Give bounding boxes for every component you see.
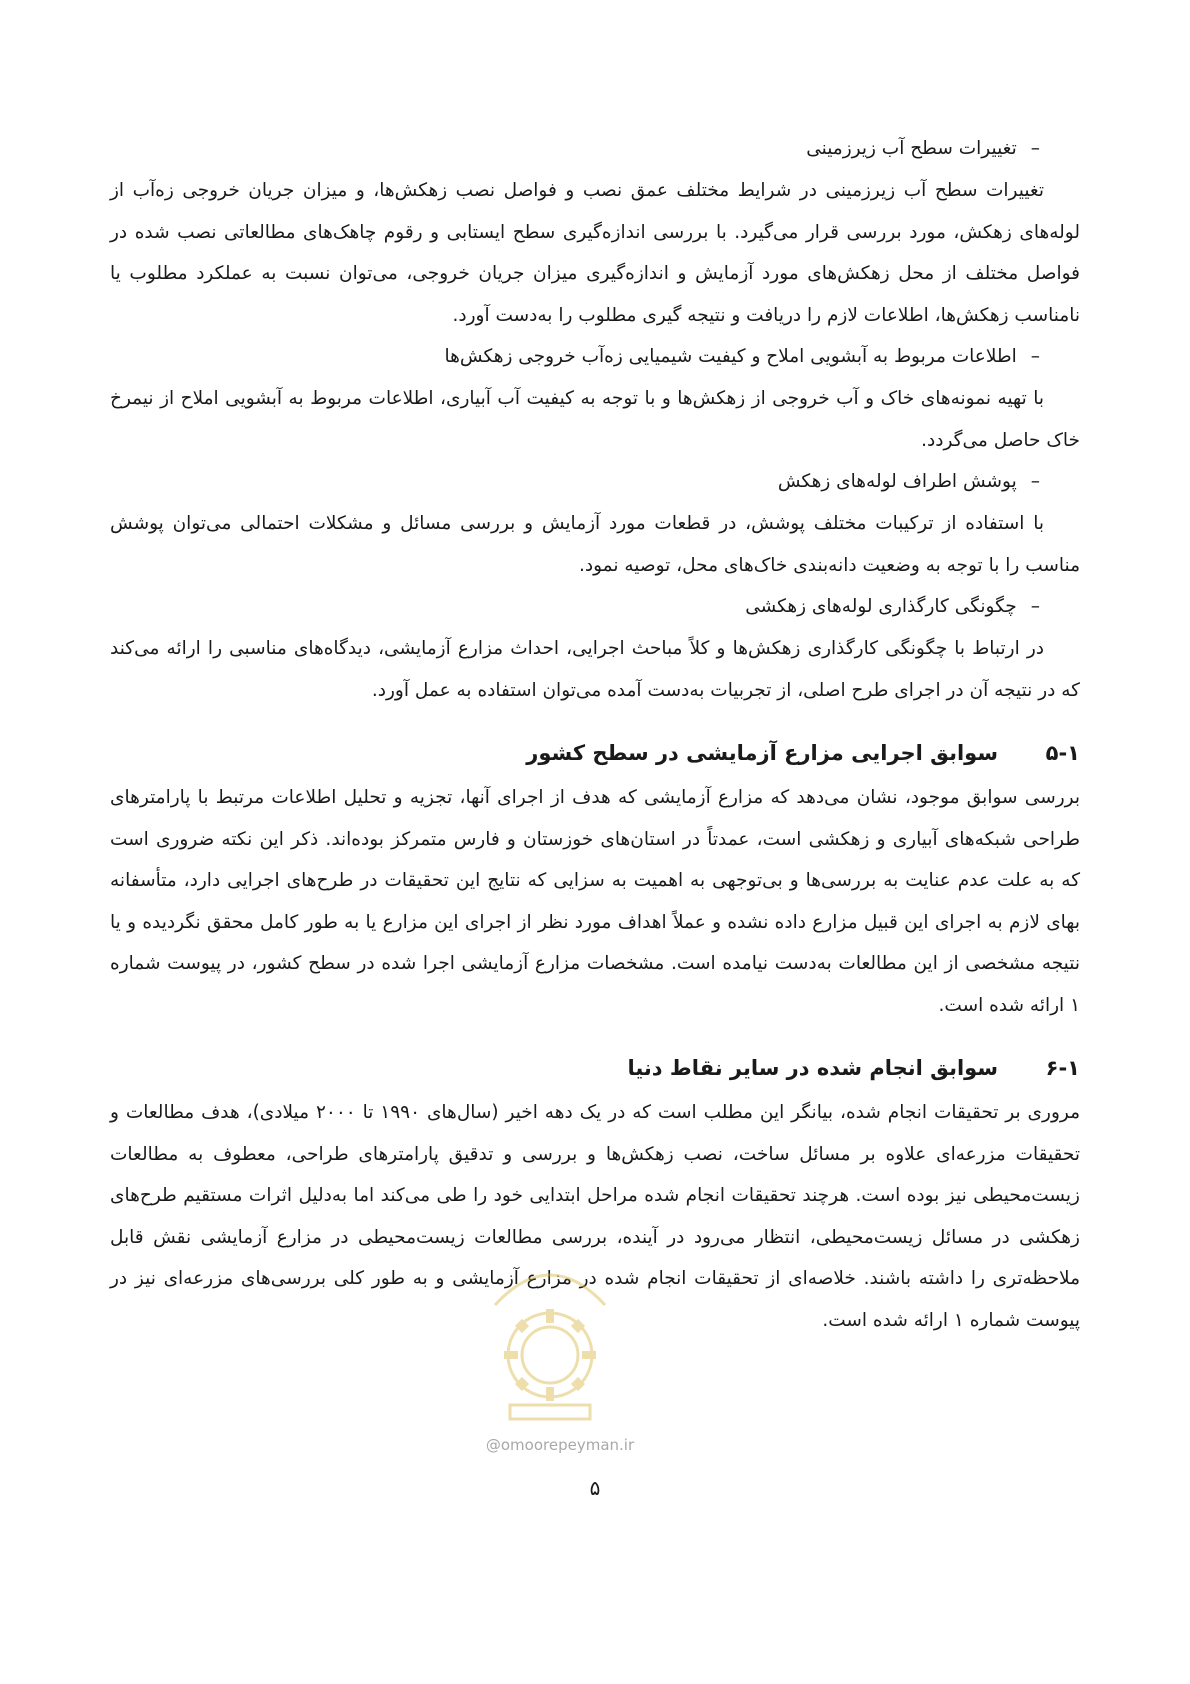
page-number: ۵: [589, 1476, 601, 1500]
bullet-text: تغییرات سطح آب زیرزمینی: [806, 138, 1017, 159]
bullet-text: چگونگی کارگذاری لوله‌های زهکشی: [745, 596, 1017, 617]
bullet-pipe-envelope: [110, 461, 1080, 503]
paragraph-pipe-envelope: با استفاده از ترکیبات مختلف پوشش، در قطعات مورد آزمایش و بررسی مسائل و مشکلات احتمالی می‌توان پوشش مناسب را با توجه به وضعیت دانه‌بندی خاک‌های محل، توصیه نمود.: [110, 513, 1080, 576]
bullet-text: اطلاعات مربوط به آبشویی املاح و کیفیت شیمیایی زه‌آب خروجی زهکش‌ها: [444, 346, 1017, 367]
section-number: ۵-۱: [1045, 741, 1080, 765]
bullet-dash: –: [1030, 596, 1040, 617]
bullet-dash: –: [1030, 346, 1040, 367]
bullet-salt-leaching: [110, 336, 1080, 378]
bullet-dash: –: [1030, 471, 1040, 492]
section-title: سوابق انجام شده در سایر نقاط دنیا: [627, 1056, 998, 1080]
section-heading-6-1: [110, 1046, 1080, 1090]
bullet-groundwater-level: [110, 128, 1080, 170]
paragraph-domestic-records: بررسی سوابق موجود، نشان می‌دهد که مزارع آزمایشی که هدف از اجرای آنها، تجزیه و تحلیل اطلاعات مرتبط با پارامترهای طراحی شبکه‌های آبیاری و زهکشی است، عمدتاً در استان‌های خوزستان و فارس متمرکز بوده‌اند. ذکر این نکته ضروری است که به علت عدم عنایت به بررسی‌ها و بی‌توجهی به اهمیت به سزایی که نتایج این تحقیقات در طرح‌های اجرایی دارد، متأسفانه بهای لازم به اجرای این قبیل مزارع داده نشده و عملاً اهداف مورد نظر از اجرای این مزارع یا به طور کامل محقق نگردیده و یا نتیجه مشخصی از این مطالعات به‌دست نیامده است. مشخصات مزارع آزمایشی اجرا شده در سطح کشور، در پیوست شماره ۱ ارائه شده است.: [110, 787, 1080, 1016]
watermark-url: @omoorepeyman.ir: [485, 1436, 635, 1454]
bullet-text: پوشش اطراف لوله‌های زهکش: [777, 471, 1017, 492]
paragraph-pipe-installation: در ارتباط با چگونگی کارگذاری زهکش‌ها و کلاً مباحث اجرایی، احداث مزارع آزمایشی، دیدگاه‌های مناسبی را ارائه می‌کند که در نتیجه آن در اجرای طرح اصلی، از تجربیات به‌دست آمده می‌توان استفاده به عمل آورد.: [110, 638, 1080, 701]
section-number: ۶-۱: [1045, 1056, 1080, 1080]
section-heading-5-1: [110, 731, 1080, 775]
bullet-dash: –: [1030, 138, 1040, 159]
section-title: سوابق اجرایی مزارع آزمایشی در سطح کشور: [526, 741, 998, 765]
document-page: [110, 128, 1080, 1341]
bullet-pipe-installation: [110, 586, 1080, 628]
paragraph-world-records: مروری بر تحقیقات انجام شده، بیانگر این مطلب است که در یک دهه اخیر (سال‌های ۱۹۹۰ تا ۲۰۰۰ میلادی)، هدف مطالعات و تحقیقات مزرعه‌ای علاوه بر مسائل ساخت، نصب زهکش‌ها و بررسی و تدقیق پارامترهای طراحی، معطوف به مطالعات زیست‌محیطی نیز بوده است. هرچند تحقیقات انجام شده مراحل ابتدایی خود را طی می‌کند اما به‌دلیل اثرات مستقیم طرح‌های زهکشی در مسائل زیست‌محیطی، انتظار می‌رود در آینده، بررسی مطالعات زیست‌محیطی در مزارع آزمایشی نقش قابل ملاحظه‌تری را داشته باشند. خلاصه‌ای از تحقیقات انجام شده در مزارع آزمایشی و به طور کلی بررسی‌های مزرعه‌ای نیز در پیوست شماره ۱ ارائه شده است.: [110, 1102, 1081, 1331]
paragraph-salt-leaching: با تهیه نمونه‌های خاک و آب خروجی از زهکش‌ها و با توجه به کیفیت آب آبیاری، اطلاعات مربوط به آبشویی املاح از نیمرخ خاک حاصل می‌گردد.: [110, 388, 1080, 451]
paragraph-groundwater-level: تغییرات سطح آب زیرزمینی در شرایط مختلف عمق نصب و فواصل نصب زهکش‌ها، و میزان جریان خروجی زه‌آب از لوله‌های زهکش، مورد بررسی قرار می‌گیرد. با بررسی اندازه‌گیری سطح ایستابی و رقوم چاهک‌های مطالعاتی نصب شده در فواصل مختلف از محل زهکش‌های مورد آزمایش و اندازه‌گیری میزان جریان خروجی، می‌توان نسبت به عملکرد مطلوب یا نامناسب زهکش‌ها، اطلاعات لازم را دریافت و نتیجه گیری مطلوب را به‌دست آورد.: [110, 180, 1080, 326]
